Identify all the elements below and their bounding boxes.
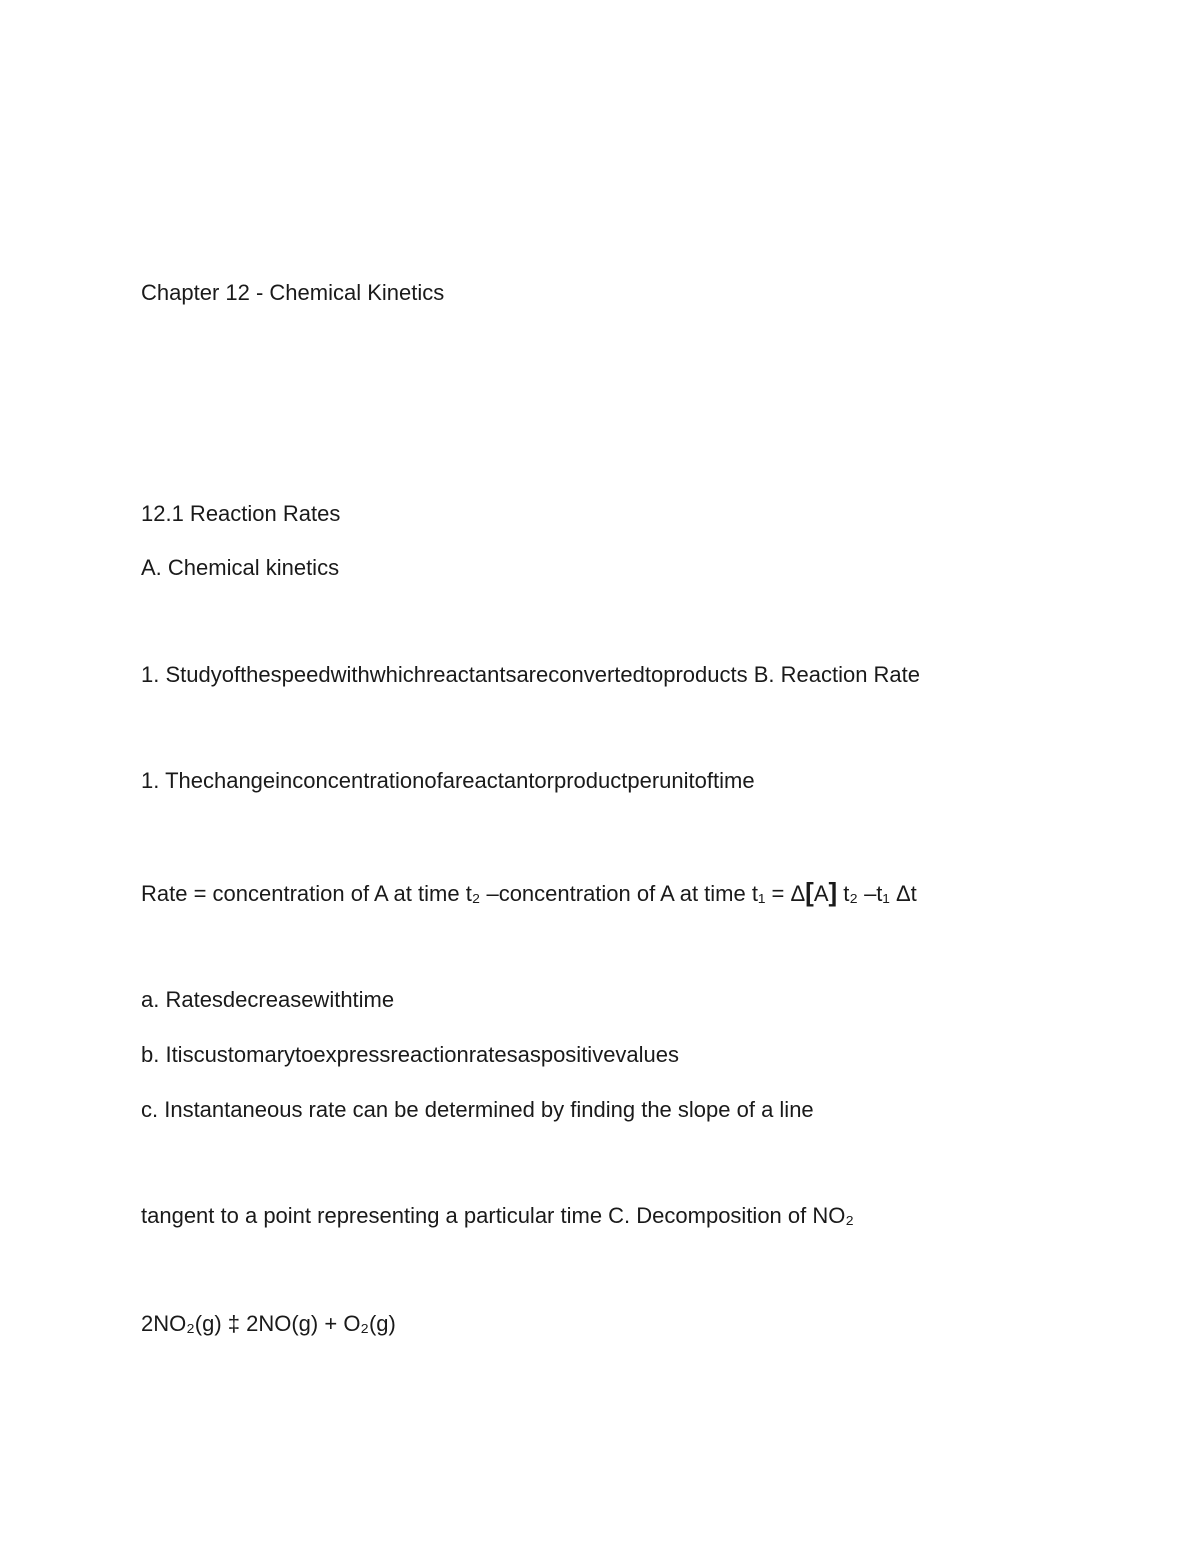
rate-formula-denominator: t₂ –t₁ Δt <box>837 881 917 906</box>
note-instantaneous-rate-continued: tangent to a point representing a particular time C. Decomposition of NO₂ <box>141 1203 854 1228</box>
list-item-rate-definition: 1. Thechangeinconcentrationofareactantorproductperunitoftime <box>141 768 755 793</box>
subsection-heading: A. Chemical kinetics <box>141 555 340 580</box>
note-positive-values: b. Itiscustomarytoexpressreactionratesaspositivevalues <box>141 1042 680 1067</box>
list-item-study-definition: 1. Studyofthespeedwithwhichreactantsareconvertedtoproducts B. Reaction Rate <box>141 662 921 687</box>
reaction-equation: 2NO₂(g) ‡ 2NO(g) + O₂(g) <box>141 1311 396 1336</box>
rate-formula <box>141 878 917 908</box>
rate-formula-main: Rate = concentration of A at time t₂ –concentration of A at time t₁ = Δ <box>141 881 806 906</box>
section-heading: 12.1 Reaction Rates <box>141 501 341 526</box>
rate-formula-species: A <box>813 881 829 906</box>
rate-formula-bracket-close: ] <box>828 877 838 907</box>
chapter-title: Chapter 12 - Chemical Kinetics <box>141 280 445 305</box>
note-rates-decrease: a. Ratesdecreasewithtime <box>141 987 395 1012</box>
rate-formula-bracket-open: [ <box>805 877 814 907</box>
note-instantaneous-rate: c. Instantaneous rate can be determined by finding the slope of a line <box>141 1097 814 1122</box>
